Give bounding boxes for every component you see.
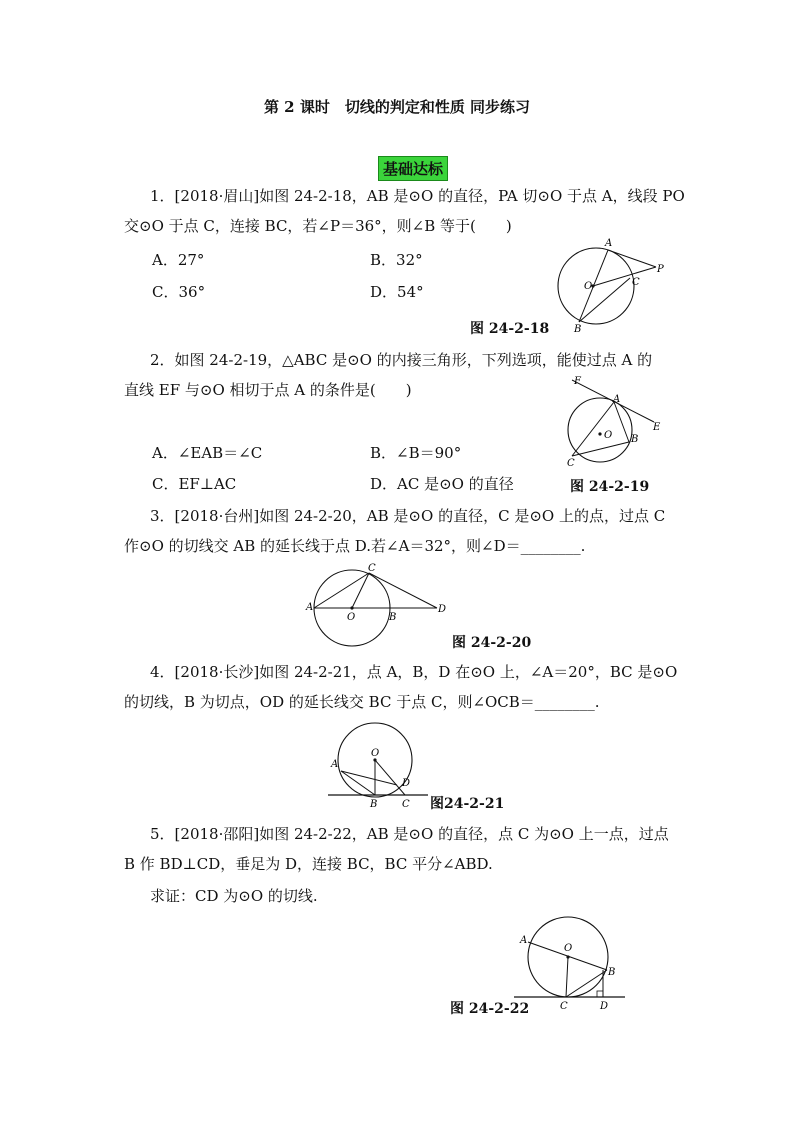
fig19-label-a: A — [613, 394, 621, 405]
section-badge: 基础达标 — [378, 156, 448, 181]
figure-24-2-20-caption: 图 24-2-20 — [452, 635, 532, 651]
fig18-label-c: C — [632, 277, 640, 288]
fig22-label-d: D — [600, 1001, 609, 1012]
fig19-label-c: C — [567, 458, 575, 468]
page-title: 第 2 课时 切线的判定和性质 同步练习 — [263, 98, 531, 116]
fig20-label-a: A — [306, 602, 314, 613]
q4-line1: 4．[2018·长沙]如图 24-2-21，点 A，B，D 在⊙O 上，∠A＝20°，BC 是⊙O — [150, 663, 678, 681]
fig20-label-d: D — [438, 604, 447, 615]
fig21-label-d: D — [402, 778, 411, 789]
fig21-label-a: A — [331, 759, 339, 770]
q5-line2: B 作 BD⊥CD，垂足为 D，连接 BC，BC 平分∠ABD. — [124, 855, 493, 873]
fig19-label-e: E — [653, 422, 661, 433]
q3-line1: 3．[2018·台州]如图 24-2-20，AB 是⊙O 的直径，C 是⊙O 上的点，过点 C — [150, 507, 666, 525]
q1-option-d: D．54° — [370, 283, 424, 301]
fig19-label-f: F — [574, 376, 581, 387]
fig19-label-o: O — [604, 430, 613, 441]
fig22-label-c: C — [560, 1001, 568, 1012]
figure-24-2-19 — [556, 372, 668, 468]
q1-option-a: A．27° — [152, 251, 205, 269]
q2-option-b: B．∠B＝90° — [370, 444, 462, 462]
q3-line2: 作⊙O 的切线交 AB 的延长线于点 D.若∠A＝32°，则∠D＝________. — [124, 537, 586, 555]
figure-24-2-21 — [325, 718, 435, 810]
figure-24-2-21-caption: 图24-2-21 — [430, 796, 505, 812]
fig22-label-o: O — [564, 943, 573, 954]
q1-option-b: B．32° — [370, 251, 423, 269]
figure-24-2-18 — [548, 234, 668, 334]
q2-line1: 2．如图 24-2-19，△ABC 是⊙O 的内接三角形，下列选项，能使过点 A 的 — [150, 351, 653, 369]
fig21-label-o: O — [371, 748, 380, 759]
q4-line2: 的切线，B 为切点，OD 的延长线交 BC 于点 C，则∠OCB＝________. — [124, 693, 600, 711]
fig19-label-b: B — [631, 434, 639, 445]
figure-24-2-19-caption: 图 24-2-19 — [570, 479, 650, 495]
fig21-label-c: C — [402, 799, 410, 810]
q1-line1: 1．[2018·眉山]如图 24-2-18，AB 是⊙O 的直径，PA 切⊙O 于点 A，线段 PO — [150, 187, 685, 205]
q2-option-a: A．∠EAB＝∠C — [152, 444, 263, 462]
figure-24-2-18-caption: 图 24-2-18 — [470, 321, 550, 337]
fig18-label-o: O — [584, 281, 593, 292]
q5-line1: 5．[2018·邵阳]如图 24-2-22，AB 是⊙O 的直径，点 C 为⊙O 上一点，过点 — [150, 825, 669, 843]
q1-line2: 交⊙O 于点 C，连接 BC，若∠P＝36°，则∠B 等于( ) — [124, 217, 512, 235]
figure-24-2-20 — [305, 560, 455, 654]
q2-option-d: D．AC 是⊙O 的直径 — [370, 475, 514, 493]
q5-line3: 求证：CD 为⊙O 的切线. — [150, 887, 318, 905]
fig20-label-o: O — [347, 612, 356, 623]
q1-option-c: C．36° — [152, 283, 206, 301]
fig22-label-a: A — [520, 935, 528, 946]
fig22-label-b: B — [608, 967, 616, 978]
fig21-label-b: B — [370, 799, 378, 810]
q2-option-c: C．EF⊥AC — [152, 475, 237, 493]
fig18-label-p: P — [657, 264, 664, 275]
fig20-label-b: B — [389, 612, 397, 623]
fig18-label-a: A — [605, 238, 613, 249]
fig20-label-c: C — [368, 563, 376, 574]
figure-24-2-22-caption: 图 24-2-22 — [450, 1001, 530, 1017]
q2-line2: 直线 EF 与⊙O 相切于点 A 的条件是( ) — [124, 381, 412, 399]
fig18-label-b: B — [574, 324, 582, 334]
